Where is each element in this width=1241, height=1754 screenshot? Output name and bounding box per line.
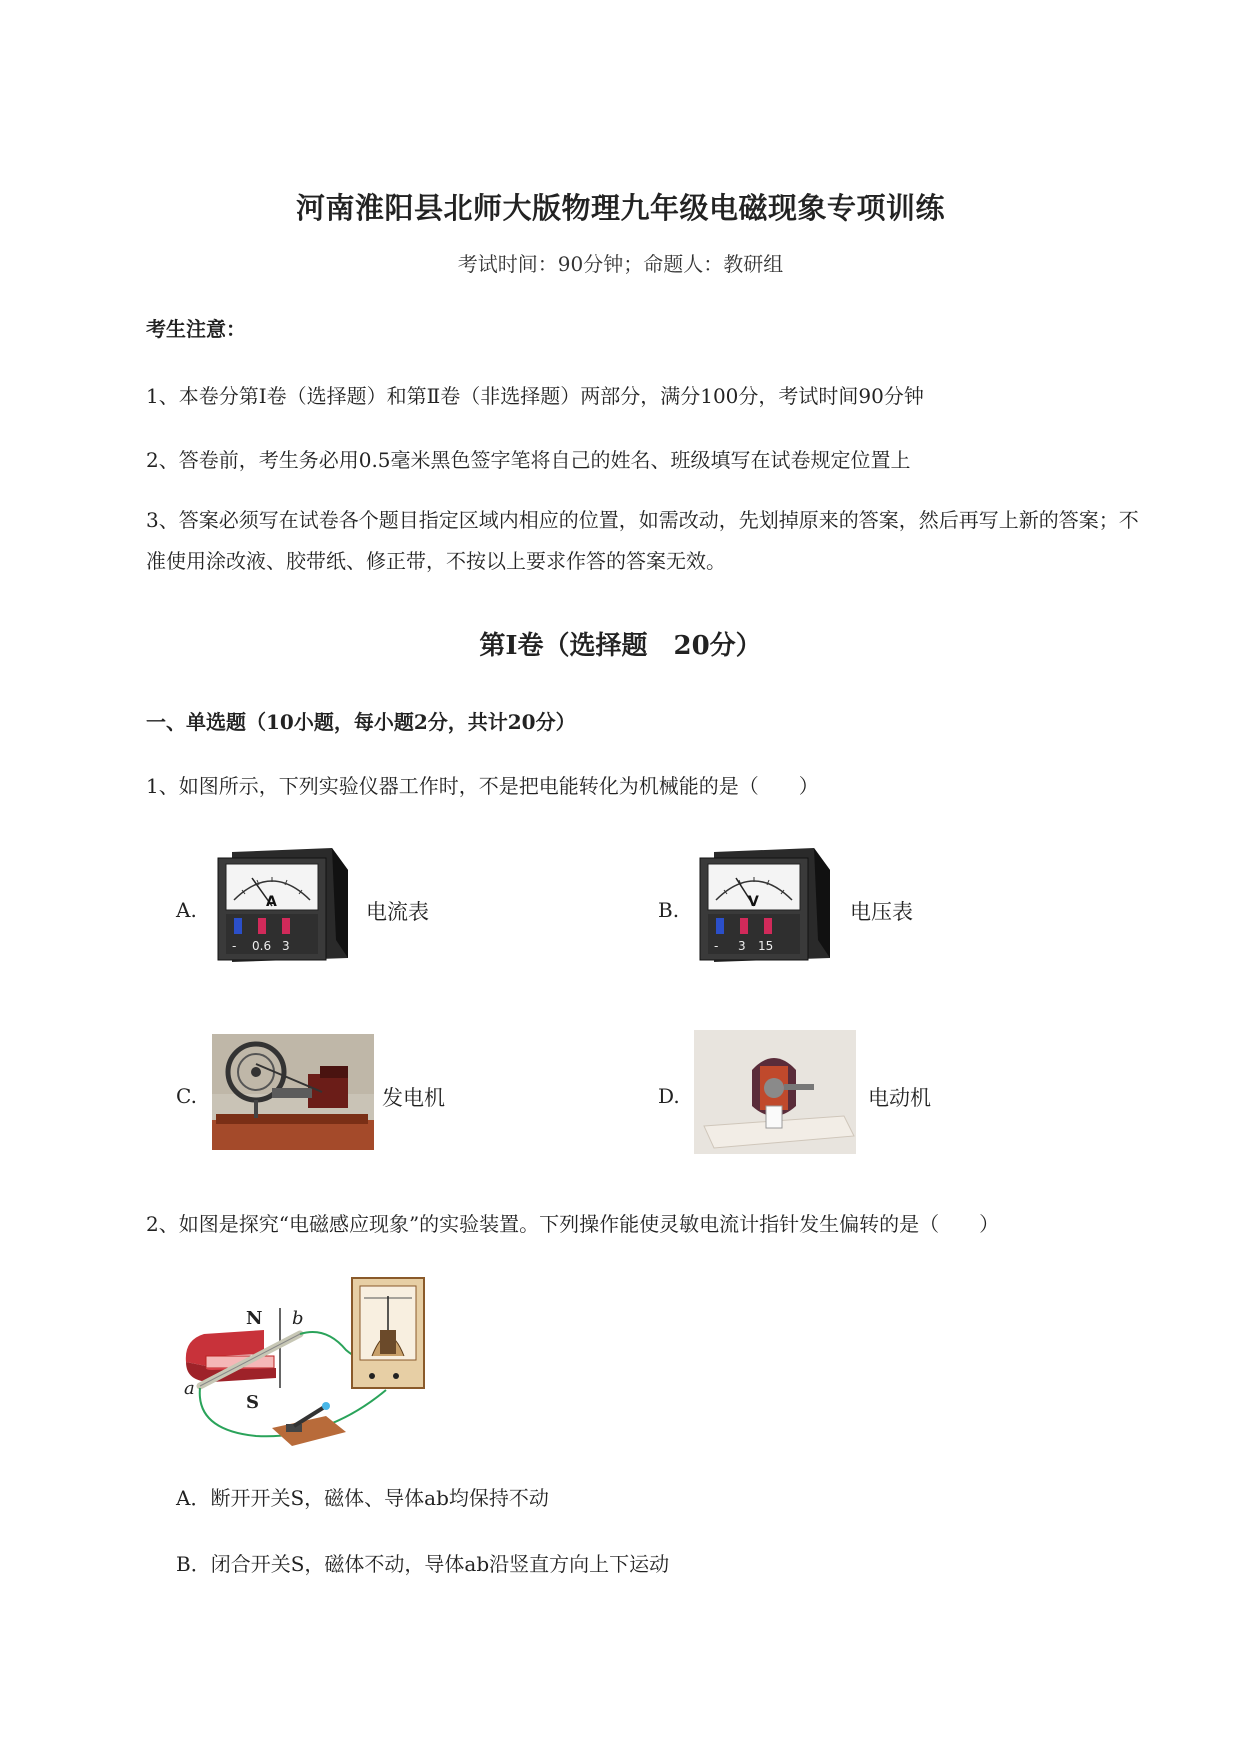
subsection-title: 一、单选题（10小题，每小题2分，共计20分） (146, 710, 576, 734)
ammeter-terminal-3: 3 (282, 939, 290, 953)
option-d-label: 电动机 (868, 1086, 931, 1110)
option-c-label: 发电机 (382, 1086, 445, 1110)
question-2-option-a: A．断开开关S，磁体、导体ab均保持不动 (176, 1486, 549, 1510)
voltmeter-terminal-15: 15 (758, 939, 774, 953)
voltmeter-terminal-neg: - (714, 939, 719, 953)
electromagnetic-induction-figure (176, 1270, 432, 1460)
exam-info: 考试时间：90分钟；命题人：教研组 (457, 252, 784, 276)
notice-heading: 考生注意： (146, 317, 246, 341)
notice-item-1: 1、本卷分第Ⅰ卷（选择题）和第Ⅱ卷（非选择题）两部分，满分100分，考试时间90分钟 (146, 384, 924, 408)
generator-image (212, 1034, 374, 1154)
voltmeter-terminal-3: 3 (738, 939, 746, 953)
option-b-letter: B. (658, 898, 680, 922)
question-2-stem: 2、如图是探究“电磁感应现象”的实验装置。下列操作能使灵敏电流计指针发生偏转的是（ ） (146, 1212, 1000, 1236)
page-title: 河南淮阳县北师大版物理九年级电磁现象专项训练 (295, 191, 945, 225)
option-a-label: 电流表 (366, 900, 429, 924)
option-d-letter: D. (658, 1084, 680, 1108)
question-2-option-b: B．闭合开关S，磁体不动，导体ab沿竖直方向上下运动 (176, 1552, 670, 1576)
notice-item-3: 3、答案必须写在试卷各个题目指定区域内相应的位置，如需改动，先划掉原来的答案，然后再写上新的答案；不准使用涂改液、胶带纸、修正带，不按以上要求作答的答案无效。 (146, 508, 1139, 573)
option-c-letter: C. (176, 1084, 197, 1108)
south-pole-label: S (246, 1392, 259, 1413)
section-title: 第Ⅰ卷（选择题 20分） (479, 631, 762, 661)
conductor-end-b-label: b (292, 1308, 304, 1329)
voltmeter-symbol: V (748, 894, 759, 910)
ammeter-image (212, 840, 352, 976)
conductor-end-a-label: a (184, 1378, 195, 1399)
option-b-label: 电压表 (850, 900, 913, 924)
question-1-stem: 1、如图所示，下列实验仪器工作时，不是把电能转化为机械能的是（ ） (146, 774, 819, 798)
ammeter-terminal-06: 0.6 (252, 939, 272, 953)
option-a-letter: A. (176, 898, 197, 922)
voltmeter-image (694, 840, 834, 976)
motor-image (694, 1030, 856, 1158)
notice-item-2: 2、答卷前，考生务必用0.5毫米黑色签字笔将自己的姓名、班级填写在试卷规定位置上 (146, 448, 911, 472)
ammeter-symbol: A (266, 894, 277, 910)
north-pole-label: N (246, 1308, 263, 1329)
ammeter-terminal-neg: - (232, 939, 237, 953)
